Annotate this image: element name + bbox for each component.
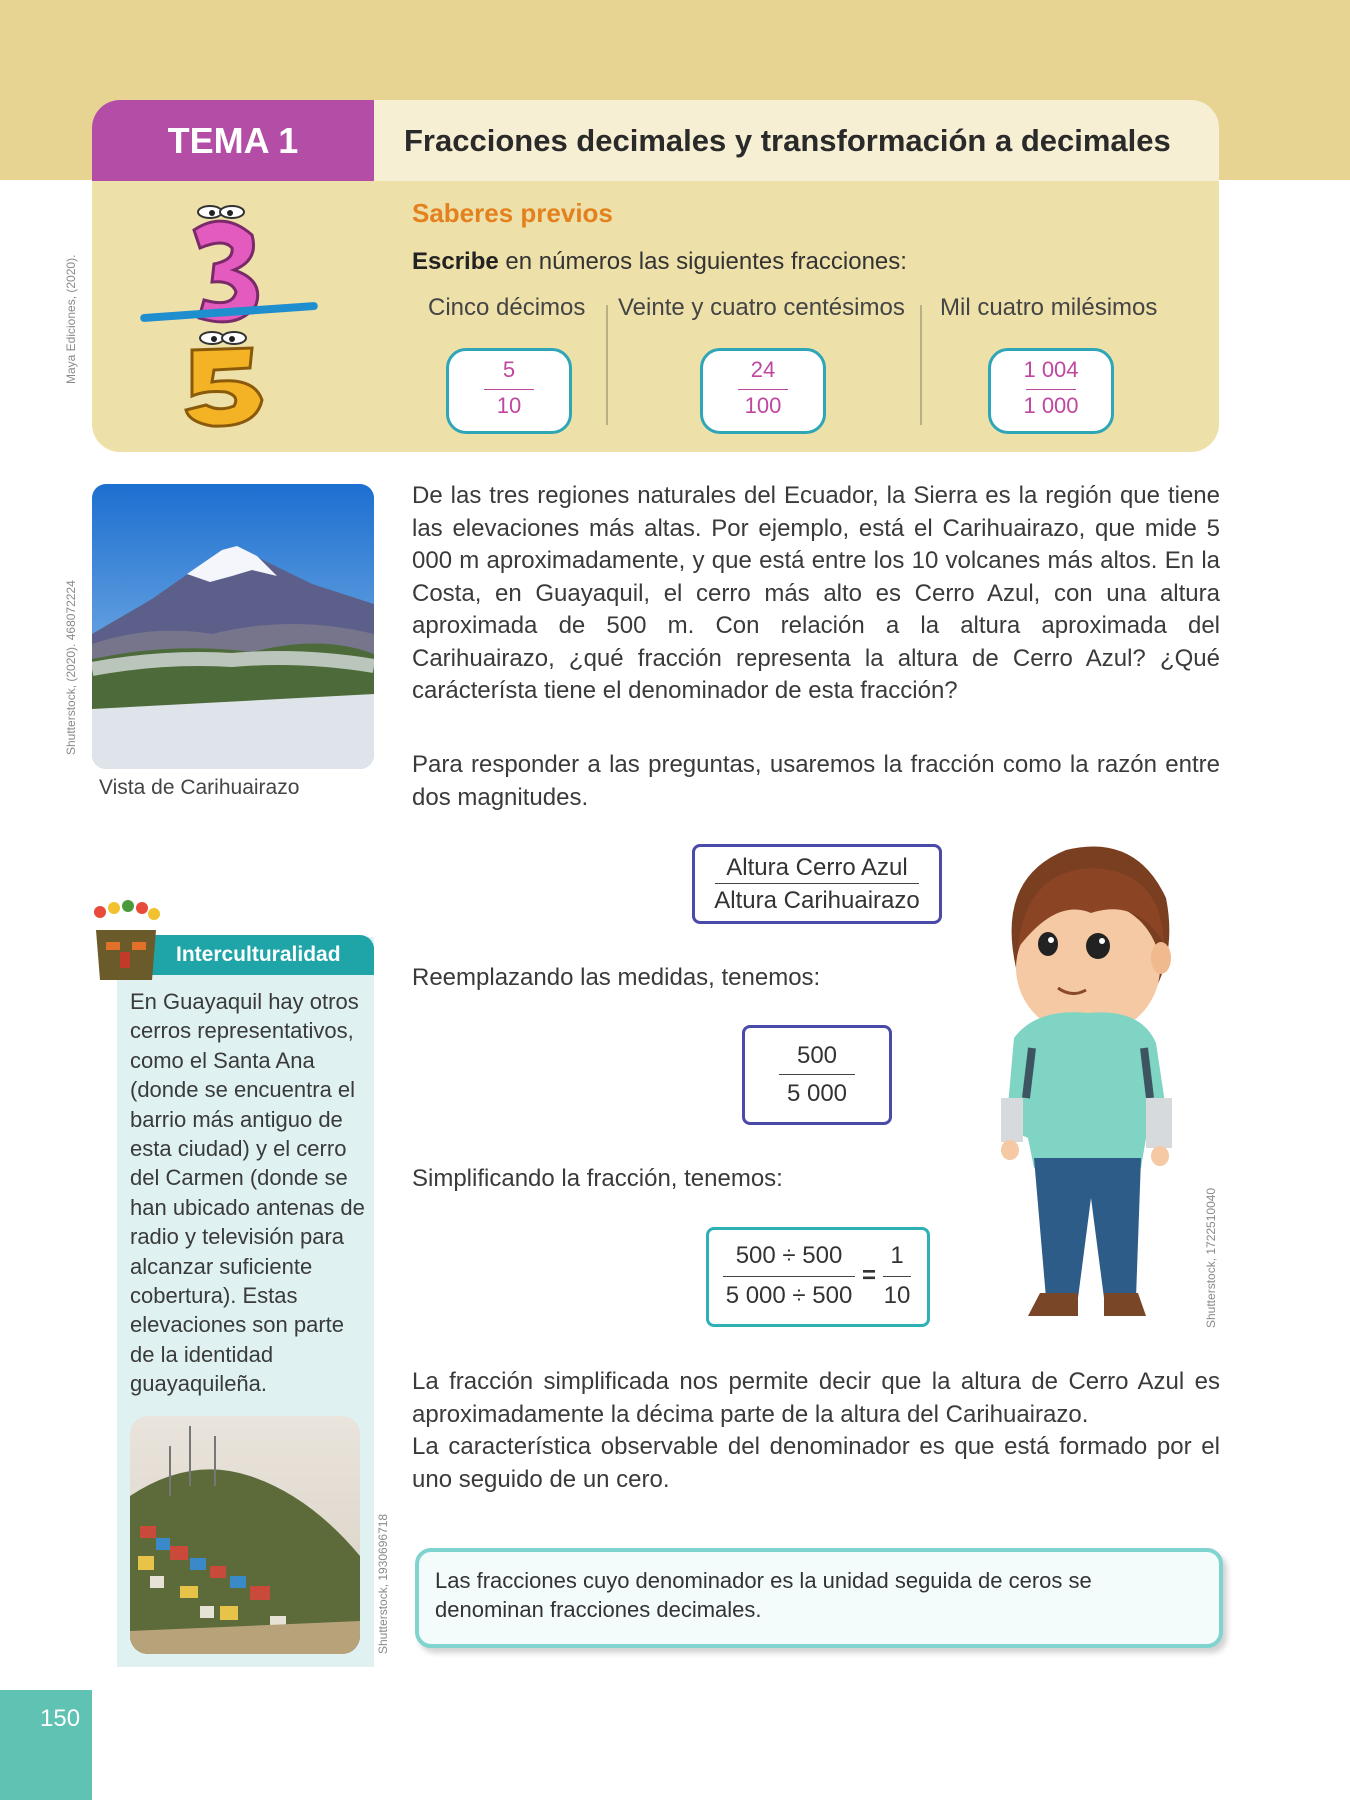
ratio-denominator: Altura Carihuairazo (714, 887, 920, 914)
definition-text: Las fracciones cuyo denominador es la unidad seguida de ceros se denominan fracciones decimales. (435, 1568, 1092, 1622)
instruction-text: en números las siguientes fracciones: (498, 248, 907, 275)
answer-denominator: 100 (744, 393, 782, 418)
boy-illustration (996, 838, 1176, 1338)
saberes-previos-heading: Saberes previos (412, 198, 613, 228)
credit-photo2: Shutterstock, 1930696718 (376, 1513, 390, 1654)
photo-caption: Vista de Carihuairazo (99, 776, 300, 799)
answer-numerator: 1 004 (1023, 357, 1079, 382)
fraction-bar (484, 389, 534, 390)
title-strip (374, 100, 1219, 181)
ratio-fraction-box (692, 844, 942, 924)
equals-sign: = (861, 1262, 876, 1289)
replaced-numerator: 500 (796, 1042, 838, 1069)
instruction (412, 248, 907, 276)
credit-maya: Maya Ediciones, (2020). (64, 254, 78, 384)
header-card (92, 100, 1219, 452)
column-label: Cinco décimos (428, 294, 586, 321)
answer-box (446, 348, 572, 434)
fraction-bar (715, 883, 919, 884)
guayaquil-hill-photo (130, 1416, 360, 1654)
column-divider (920, 305, 922, 425)
tema-label: TEMA 1 (92, 100, 374, 181)
credit-photo1: Shutterstock, (2020). 468072224 (64, 580, 78, 755)
simplified-right-numerator: 1 (890, 1242, 904, 1269)
ratio-numerator: Altura Cerro Azul (726, 854, 908, 881)
answer-box (988, 348, 1114, 434)
definition-box (415, 1548, 1223, 1648)
simplified-left-numerator: 500 ÷ 500 (735, 1242, 843, 1269)
answer-box (700, 348, 826, 434)
answer-intro: Para responder a las preguntas, usaremos la fracción como la razón entre dos magnitudes. (412, 751, 1220, 811)
interculturalidad-text: En Guayaquil hay otros cerros representativos, como el Santa Ana (donde se encuentra el barrio más antiguo de esta ciudad) y el cerro del Carmen (donde se han ubicado antenas de radio y televisión para alcanzar suficiente cobertura). Estas elevaciones son parte de la identidad guayaquileña. (130, 989, 365, 1397)
answer-numerator: 24 (750, 357, 776, 382)
credit-boy: Shutterstock, 1722510040 (1204, 1187, 1218, 1328)
mask-icon (86, 900, 166, 990)
replaced-fraction-box (742, 1025, 892, 1125)
fraction-bar (723, 1276, 855, 1277)
fraction-bar (883, 1276, 911, 1277)
answer-denominator: 10 (496, 393, 522, 418)
page-number: 150 (40, 1705, 81, 1732)
column-label: Mil cuatro milésimos (940, 294, 1158, 321)
intro-paragraph: De las tres regiones naturales del Ecuador, la Sierra es la región que tiene las elevaciones más altas. Por ejemplo, está el Carihuairazo, que mide 5 000 m aproximadamente, y que está entre los 10 volcanes más altos. En la Costa, en Guayaquil, el cerro más alto es Cerro Azul, con una altura aproximada de 500 m. Con relación a la altura aproximada del Carihuairazo, ¿qué fracción representa la altura de Cerro Azul? ¿Qué carácterísta tiene el denominador de esta fracción? (412, 482, 1220, 704)
fraction-bar (779, 1074, 855, 1075)
fraction-bar (1026, 389, 1076, 390)
conclusion-paragraph-1: La fracción simplificada nos permite decir que la altura de Cerro Azul es aproximadamente la décima parte de la altura del Carihuairazo. (412, 1368, 1220, 1428)
replaced-denominator: 5 000 (786, 1080, 848, 1107)
fraction-bar (738, 389, 788, 390)
column-divider (606, 305, 608, 425)
answer-denominator: 1 000 (1023, 393, 1079, 418)
simplify-text: Simplificando la fracción, tenemos: (412, 1165, 783, 1192)
simplified-left-denominator: 5 000 ÷ 500 (725, 1282, 853, 1309)
carihuairazo-photo (92, 484, 374, 769)
conclusion-paragraph-2: La característica observable del denominador es que está formado por el uno seguido de un cero. (412, 1433, 1220, 1493)
interculturalidad-title: Interculturalidad (146, 935, 374, 975)
replace-text: Reemplazando las medidas, tenemos: (412, 964, 821, 991)
instruction-verb: Escribe (412, 248, 499, 275)
simplified-right-denominator: 10 (883, 1282, 911, 1309)
answer-numerator: 5 (502, 357, 516, 382)
column-label: Veinte y cuatro centésimos (618, 294, 905, 321)
simplified-fraction-box (706, 1227, 930, 1327)
fraction-three-fifths-illustration (134, 200, 324, 430)
page-title: Fracciones decimales y transformación a decimales (404, 123, 1171, 158)
